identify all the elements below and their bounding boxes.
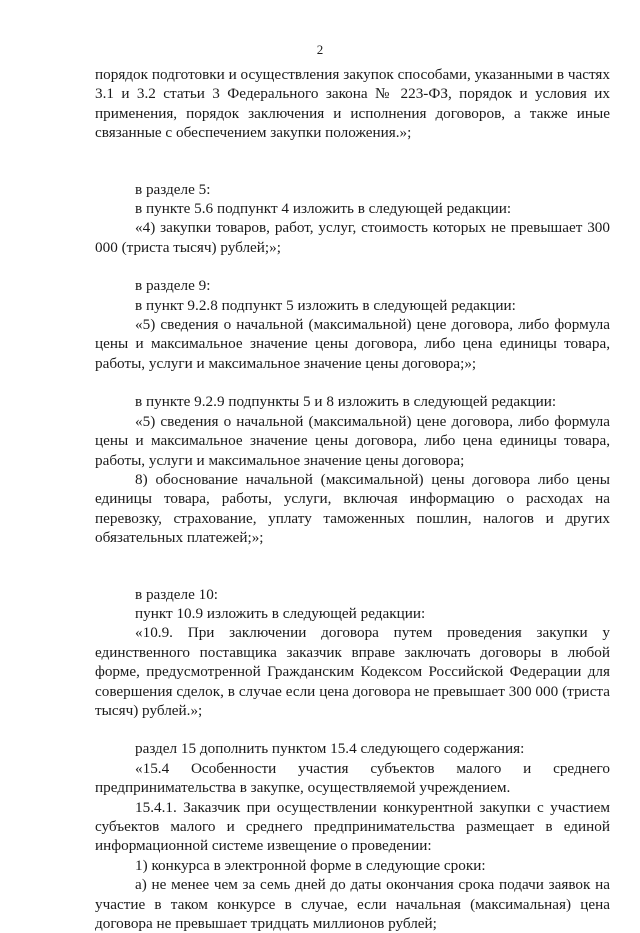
- section-5-heading: в разделе 5:: [135, 180, 211, 198]
- section-15-4-1-text: 15.4.1. Заказчик при осуществлении конкурентной закупки с участием субъектов малого и среднего предпринимательства размещает в единой информационной системе извещение о проведении:: [95, 798, 610, 855]
- document-body: [95, 65, 610, 933]
- section-10-instruction: пункт 10.9 изложить в следующей редакции:: [135, 604, 426, 622]
- section-10-text: «10.9. При заключении договора путем проведения закупки у единственного поставщика заказчик вправе заключать договоры в любой форме, предусмотренной Гражданским Кодексом Российской Федерации для совершения сделок, в случае если цена договора не превышает 300 000 (триста тысяч) рублей.»;: [95, 624, 610, 719]
- section-9-heading: в разделе 9:: [135, 277, 211, 295]
- section-9-2-9-instruction: в пункте 9.2.9 подпункты 5 и 8 изложить в следующей редакции:: [135, 393, 557, 411]
- continuation-paragraph: порядок подготовки и осуществления закупок способами, указанными в частях 3.1 и 3.2 статьи 3 Федерального закона № 223-ФЗ, порядок и условия их применения, порядок заключения и исполнения договоров, а также иные связанные с обеспечением закупки положения.»;: [95, 66, 610, 142]
- section-15-4-title: «15.4 Особенности участия субъектов малого и среднего предпринимательства в закупке, осуществляемой учреждением.: [95, 759, 610, 797]
- section-9-instruction: в пункт 9.2.8 подпункт 5 изложить в следующей редакции:: [135, 296, 516, 314]
- section-5-text: «4) закупки товаров, работ, услуг, стоимость которых не превышает 300 000 (триста тысяч) рублей;»;: [95, 219, 610, 256]
- section-15-instruction: раздел 15 дополнить пунктом 15.4 следующего содержания:: [135, 740, 525, 758]
- section-5-instruction: в пункте 5.6 подпункт 4 изложить в следующей редакции:: [135, 200, 512, 218]
- section-9-2-9-item-5: «5) сведения о начальной (максимальной) цене договора, либо формула цены и максимальное значение цены договора, либо цена единицы товара, работы, услуги и максимальное значение цены договора;: [95, 412, 610, 469]
- section-15-4-1-item-1: 1) конкурса в электронной форме в следующие сроки:: [135, 856, 486, 874]
- section-9-text: «5) сведения о начальной (максимальной) цене договора, либо формула цены и максимальное значение цены договора, либо цена единицы товара, работы, услуги и максимальное значение цены договора;»;: [95, 316, 610, 372]
- section-15-4-1-item-a: а) не менее чем за семь дней до даты окончания срока подачи заявок на участие в таком конкурсе в случае, если начальная (максимальная) цена договора не превышает тридцать миллионов рублей;: [95, 876, 610, 933]
- section-9-2-9-item-8: 8) обоснование начальной (максимальной) цены договора либо цены единицы товара, работы, услуги, включая информацию о расходах на перевозку, страхование, уплату таможенных пошлин, налогов и других обязательных платежей;»;: [95, 470, 610, 547]
- page-number: 2: [316, 42, 324, 57]
- section-10-heading: в разделе 10:: [135, 585, 219, 603]
